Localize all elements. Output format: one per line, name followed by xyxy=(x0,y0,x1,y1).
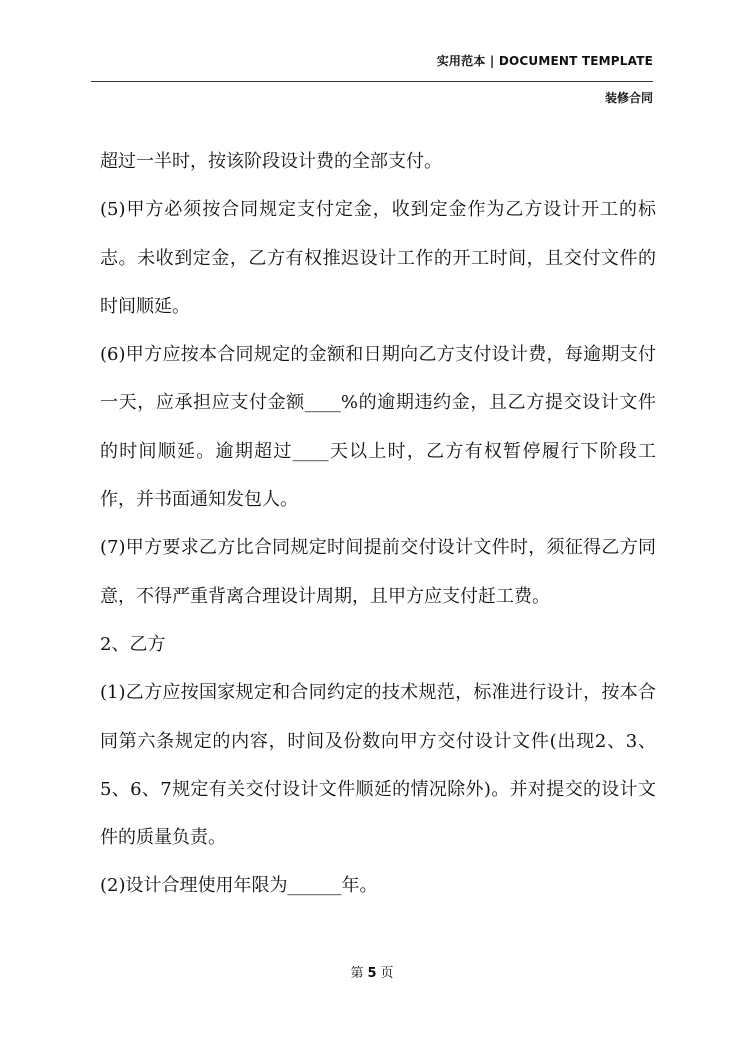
page-number-prefix: 第 xyxy=(350,966,364,981)
page-number: 5 xyxy=(367,966,377,981)
paragraph: (6)甲方应按本合同规定的金额和日期向乙方支付设计费，每逾期支付一天，应承担应支付金额____%的逾期违约金，且乙方提交设计文件的时间顺延。逾期超过____天以上时，乙方有权暂停履行下阶段工作，并书面通知发包人。 xyxy=(100,344,656,511)
paragraph: 超过一半时，按该阶段设计费的全部支付。 xyxy=(100,151,442,172)
header-title: 实用范本 | DOCUMENT TEMPLATE xyxy=(436,54,653,68)
page-number-suffix: 页 xyxy=(380,966,394,981)
paragraph: (2)设计合理使用年限为______年。 xyxy=(100,875,378,897)
header-subtitle: 装修合同 xyxy=(604,91,653,105)
header-divider xyxy=(91,81,653,82)
document-body xyxy=(100,138,656,911)
paragraph: (5)甲方必须按合同规定支付定金，收到定金作为乙方设计开工的标志。未收到定金，乙方有权推迟设计工作的开工时间，且交付文件的时间顺延。 xyxy=(100,199,656,317)
paragraph: (7)甲方要求乙方比合同规定时间提前交付设计文件时，须征得乙方同意，不得严重背离合理设计周期，且甲方应支付赶工费。 xyxy=(100,537,656,607)
section-heading: 2、乙方 xyxy=(100,633,166,655)
page-footer xyxy=(0,962,744,981)
paragraph: (1)乙方应按国家规定和合同约定的技术规范，标准进行设计，按本合同第六条规定的内容，时间及份数向甲方交付设计文件(出现2、3、5、6、7规定有关交付设计文件顺延的情况除外)。并对提交的设计文件的质量负责。 xyxy=(100,682,656,849)
